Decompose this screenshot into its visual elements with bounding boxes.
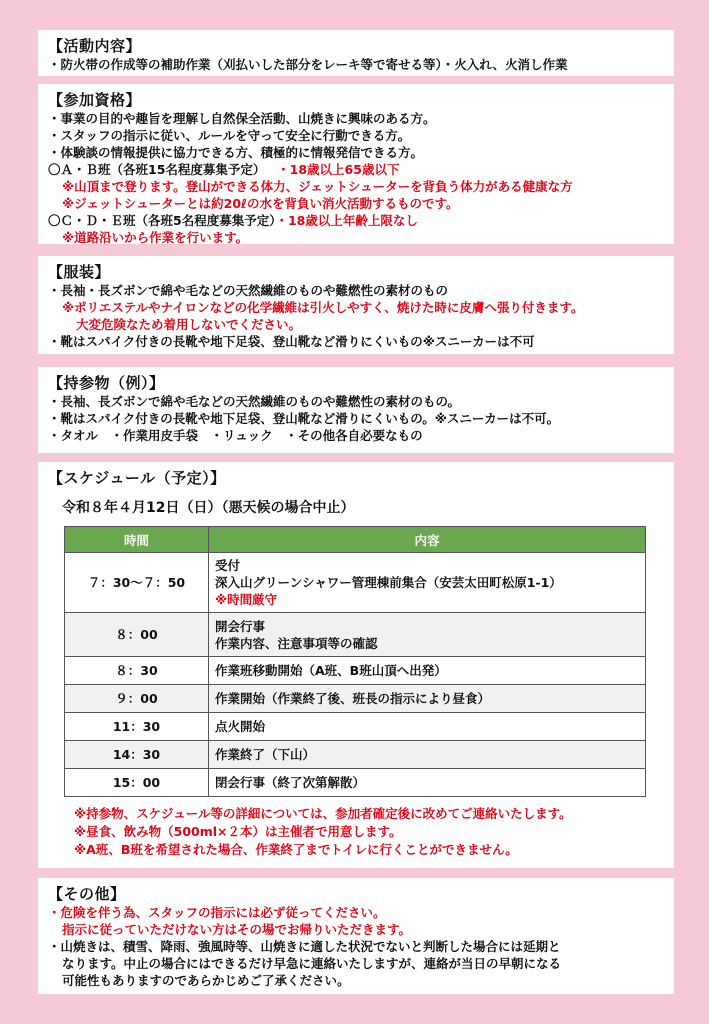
qualification-section bbox=[38, 84, 674, 244]
table-row bbox=[65, 613, 646, 657]
activity-heading: 【活動内容】 bbox=[48, 37, 142, 55]
row-content-note: ※時間厳守 bbox=[215, 592, 278, 607]
schedule-note: ※A班、B班を希望された場合、作業終了までトイレに行くことができません。 bbox=[74, 842, 518, 857]
row-time: 11：30 bbox=[65, 713, 209, 741]
schedule-date: 令和８年４月12日（日）（悪天候の場合中止） bbox=[62, 500, 355, 516]
activity-line: ・防火帯の作成等の補助作業（刈払いした部分をレーキ等で寄せる等）・火入れ、火消し作業 bbox=[48, 57, 568, 72]
clothing-line: ・靴はスパイク付きの長靴や地下足袋、登山靴など滑りにくいもの※スニーカーは不可 bbox=[48, 334, 535, 349]
qualification-line: ・スタッフの指示に従い、ルールを守って安全に行動できる方。 bbox=[48, 128, 411, 143]
row-time: ９：00 bbox=[65, 685, 209, 713]
content-column-header: 内容 bbox=[209, 527, 646, 553]
row-content-line: 受付 bbox=[215, 558, 241, 573]
row-time: 15：00 bbox=[65, 769, 209, 797]
row-time: ７：30〜７：50 bbox=[65, 553, 209, 613]
row-content: 作業班移動開始（A班、B班山頂へ出発） bbox=[209, 657, 646, 685]
table-row bbox=[65, 741, 646, 769]
qualification-heading: 【参加資格】 bbox=[48, 91, 142, 109]
activity-section bbox=[38, 30, 674, 76]
belongings-heading: 【持参物（例）】 bbox=[48, 374, 165, 392]
clothing-warning: ※ポリエステルやナイロンなどの化学繊維は引火しやすく、焼けた時に皮膚へ張り付きます。 bbox=[62, 300, 584, 315]
table-row bbox=[65, 769, 646, 797]
other-warning: 指示に従っていただけない方はその場でお帰りいただきます。 bbox=[62, 922, 412, 937]
row-content bbox=[209, 613, 646, 657]
clothing-line: ・長袖・長ズボンで綿や毛などの天然繊維のものや難燃性の素材のもの bbox=[48, 283, 449, 298]
clothing-warning: 大変危険なため着用しないでください。 bbox=[76, 317, 302, 332]
row-content bbox=[209, 553, 646, 613]
row-content: 閉会行事（終了次第解散） bbox=[209, 769, 646, 797]
schedule-note: ※持参物、スケジュール等の詳細については、参加者確定後に改めてご連絡いたします。 bbox=[74, 806, 572, 821]
schedule-table bbox=[64, 526, 646, 797]
other-line: 可能性もありますのであらかじめご了承ください。 bbox=[62, 973, 350, 988]
group-cde-line bbox=[48, 212, 664, 229]
group-cde-note: ※道路沿いから作業を行います。 bbox=[62, 230, 249, 245]
row-content-line: 深入山グリーンシャワー管理棟前集合（安芸太田町松原1‐1） bbox=[215, 575, 562, 590]
row-content-line: 開会行事 bbox=[215, 618, 266, 634]
table-row bbox=[65, 553, 646, 613]
group-cde-label: 〇Ｃ・Ｄ・Ｅ班（各班5名程度募集予定） bbox=[48, 213, 276, 228]
other-section bbox=[38, 878, 674, 994]
group-ab-age: ・18歳以上65歳以下 bbox=[277, 162, 400, 177]
group-ab-note: ※ジェットシューターとは約20ℓの水を背負い消火活動するものです。 bbox=[62, 196, 459, 211]
other-heading: 【その他】 bbox=[48, 885, 126, 903]
group-ab-label: 〇Ａ・Ｂ班（各班15名程度募集予定） bbox=[48, 162, 260, 177]
table-row bbox=[65, 685, 646, 713]
schedule-heading: 【スケジュール（予定）】 bbox=[48, 469, 226, 487]
qualification-line: ・体験談の情報提供に協力できる方、積極的に情報発信できる方。 bbox=[48, 145, 424, 160]
belongings-line: ・長袖、長ズボンで綿や毛などの天然繊維のものや難燃性の素材のもの。 bbox=[48, 394, 461, 409]
row-content: 作業終了（下山） bbox=[209, 741, 646, 769]
row-content: 作業開始（作業終了後、班長の指示により昼食） bbox=[209, 685, 646, 713]
schedule-section bbox=[38, 462, 674, 868]
belongings-line: ・タオル ・作業用皮手袋 ・リュック ・その他各自必要なもの bbox=[48, 428, 423, 443]
schedule-header-row bbox=[65, 527, 646, 553]
other-line: なります。中止の場合にはできるだけ早急に連絡いたしますが、連絡が当日の早朝になる bbox=[62, 956, 562, 971]
row-content-line: 作業内容、注意事項等の確認 bbox=[215, 635, 378, 651]
row-time: 14：30 bbox=[65, 741, 209, 769]
belongings-line: ・靴はスパイク付きの長靴や地下足袋、登山靴など滑りにくいもの。※スニーカーは不可。 bbox=[48, 411, 560, 426]
row-time: ８：00 bbox=[65, 613, 209, 657]
group-cde-age: ・18歳以上年齢上限なし bbox=[275, 213, 418, 228]
time-column-header: 時間 bbox=[65, 527, 209, 553]
group-ab-line bbox=[48, 161, 664, 178]
clothing-heading: 【服装】 bbox=[48, 263, 111, 281]
group-ab-note: ※山頂まで登ります。登山ができる体力、ジェットシューターを背負う体力がある健康な方 bbox=[62, 179, 573, 194]
row-content: 点火開始 bbox=[209, 713, 646, 741]
other-warning: ・危険を伴う為、スタッフの指示には必ず従ってください。 bbox=[48, 905, 386, 920]
clothing-section bbox=[38, 256, 674, 354]
table-row bbox=[65, 657, 646, 685]
row-time: ８：30 bbox=[65, 657, 209, 685]
schedule-note: ※昼食、飲み物（500ml×２本）は主催者で用意します。 bbox=[74, 824, 402, 839]
schedule-notes bbox=[48, 805, 664, 859]
belongings-section bbox=[38, 367, 674, 453]
qualification-line: ・事業の目的や趣旨を理解し自然保全活動、山焼きに興味のある方。 bbox=[48, 111, 436, 126]
other-line: ・山焼きは、積雪、降雨、強風時等、山焼きに適した状況でないと判断した場合には延期と bbox=[48, 939, 561, 954]
table-row bbox=[65, 713, 646, 741]
